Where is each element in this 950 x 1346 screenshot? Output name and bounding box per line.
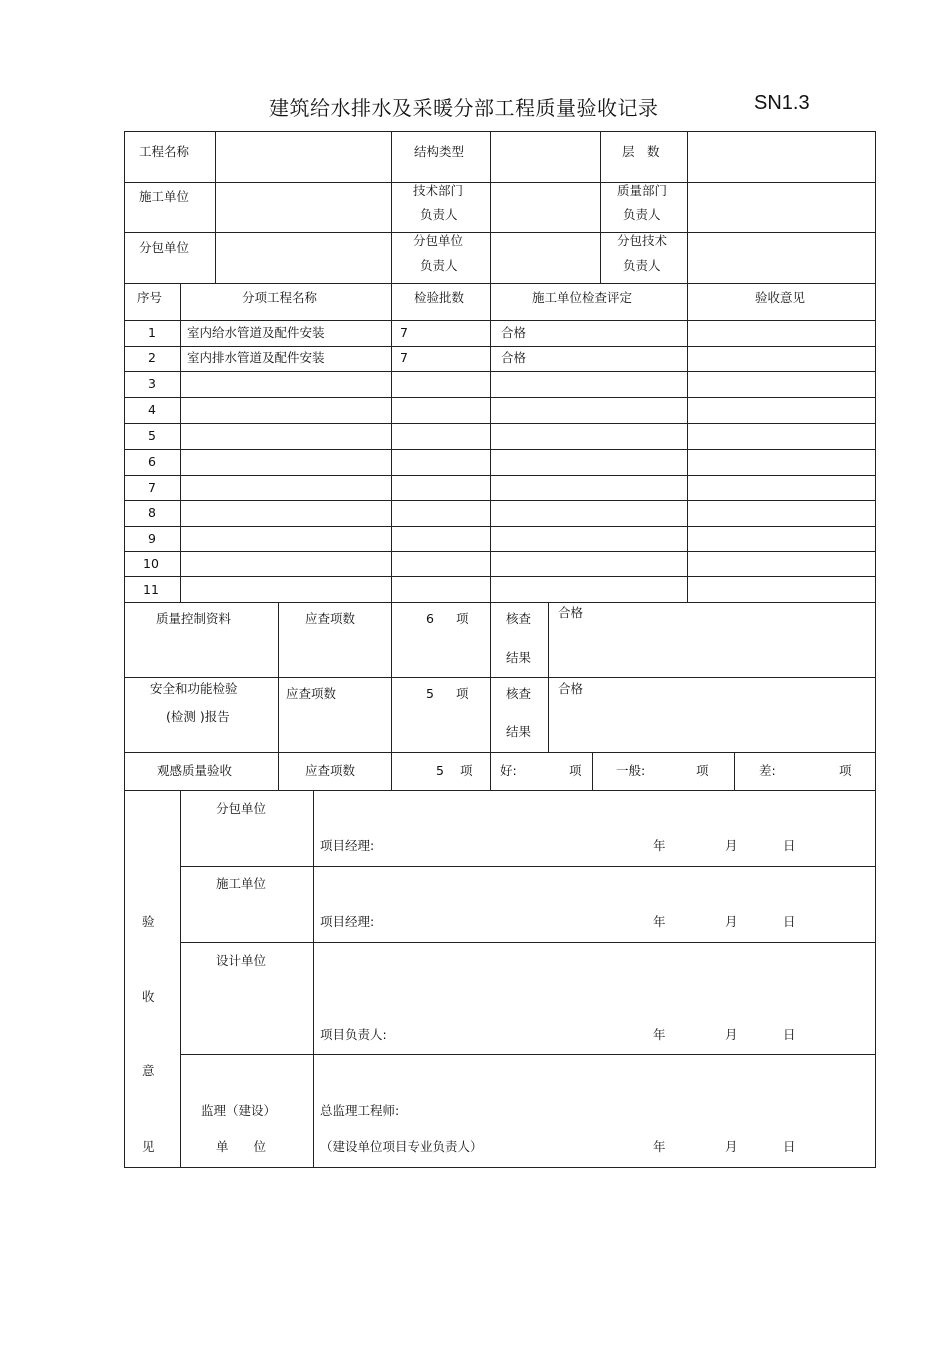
project-name-label: 工程名称 [139, 144, 190, 159]
table-row-no: 6 [148, 454, 156, 469]
table-row-no: 9 [148, 531, 156, 546]
safety-count: 5 [426, 686, 434, 701]
sub-tech-head-label: 分包技术 [617, 233, 668, 248]
row-line [124, 602, 876, 603]
row-line [124, 371, 876, 372]
document-code: SN1.3 [754, 92, 810, 114]
table-row-no: 7 [148, 480, 156, 495]
sub-unit-label: 分包单位 [216, 801, 267, 816]
sub-unit-head-label: 负责人 [420, 258, 458, 273]
supervision-unit-label: 监理（建设） [201, 1103, 277, 1118]
table-row-no: 4 [148, 402, 156, 417]
table-row-no: 3 [148, 376, 156, 391]
col-line [278, 602, 279, 790]
table-row-name: 室内给水管道及配件安装 [187, 325, 325, 340]
acceptance-side-char: 验 [142, 914, 155, 929]
appearance-unit: 项 [460, 763, 473, 778]
appearance-label: 观感质量验收 [157, 763, 233, 778]
quality-control-check-label: 核查 [506, 611, 532, 626]
quality-control-label: 质量控制资料 [156, 611, 232, 626]
date-day: 日 [783, 1139, 796, 1154]
table-row-eval: 合格 [501, 325, 527, 340]
table-row-eval: 合格 [501, 350, 527, 365]
sub-unit-head-label: 分包单位 [413, 233, 464, 248]
date-day: 日 [783, 838, 796, 853]
floors-value[interactable] [690, 134, 873, 180]
chief-supervisor-signer: 总监理工程师: [320, 1103, 400, 1118]
quality-dept-label: 负责人 [623, 207, 661, 222]
acceptance-record-form [124, 131, 876, 1168]
table-row-no: 10 [143, 556, 159, 571]
col-line [734, 752, 735, 790]
sub-unit-signer: 项目经理: [320, 838, 375, 853]
row-line [124, 182, 876, 183]
column-header: 施工单位检查评定 [532, 290, 633, 305]
col-line [490, 602, 491, 790]
row-line [124, 423, 876, 424]
col-line [313, 790, 314, 1168]
appearance-normal-label: 一般: [616, 763, 646, 778]
safety-check-label: 结果 [506, 724, 532, 739]
construction-unit-signer: 项目经理: [320, 914, 375, 929]
row-line [124, 320, 876, 321]
row-line [124, 752, 876, 753]
table-row-no: 5 [148, 428, 156, 443]
column-header: 验收意见 [755, 290, 806, 305]
row-line [124, 283, 876, 284]
appearance-poor-label: 差: [759, 763, 776, 778]
supervision-unit-label: 单 位 [216, 1139, 267, 1154]
row-line [124, 397, 876, 398]
column-header: 序号 [137, 290, 163, 305]
owner-project-lead-signer: （建设单位项目专业负责人） [320, 1139, 483, 1154]
col-line [548, 602, 549, 752]
date-day: 日 [783, 914, 796, 929]
sub-tech-head-label: 负责人 [623, 258, 661, 273]
row-line [124, 576, 876, 577]
quality-control-check-label: 结果 [506, 650, 532, 665]
row-line [180, 942, 876, 943]
project-name-value[interactable] [218, 134, 388, 180]
construction-unit-label: 施工单位 [139, 189, 190, 204]
col-line [592, 752, 593, 790]
row-line [124, 449, 876, 450]
design-unit-signer: 项目负责人: [320, 1027, 387, 1042]
column-header: 分项工程名称 [242, 290, 318, 305]
row-line [124, 475, 876, 476]
quality-control-count-label: 应查项数 [305, 611, 356, 626]
tech-dept-label: 负责人 [420, 207, 458, 222]
quality-control-count: 6 [426, 611, 434, 626]
col-line [180, 790, 181, 1168]
date-year: 年 [653, 1139, 666, 1154]
acceptance-side-char: 收 [142, 989, 155, 1004]
safety-count-label: 应查项数 [286, 686, 337, 701]
table-row-batches: 7 [400, 350, 408, 365]
design-unit-label: 设计单位 [216, 953, 267, 968]
appearance-poor-unit: 项 [839, 763, 852, 778]
row-line [124, 346, 876, 347]
construction-unit-sign-label: 施工单位 [216, 876, 267, 891]
table-row-no: 2 [148, 350, 156, 365]
date-year: 年 [653, 1027, 666, 1042]
row-line [124, 500, 876, 501]
col-line [490, 131, 491, 602]
table-row-no: 1 [148, 325, 156, 340]
date-month: 月 [725, 1139, 738, 1154]
row-line [124, 526, 876, 527]
appearance-normal-unit: 项 [696, 763, 709, 778]
quality-control-unit: 项 [456, 611, 469, 626]
structure-type-value[interactable] [493, 134, 597, 180]
tech-dept-label: 技术部门 [413, 183, 464, 198]
table-row-batches: 7 [400, 325, 408, 340]
col-line [180, 283, 181, 602]
appearance-count-label: 应查项数 [305, 763, 356, 778]
document-title: 建筑给水排水及采暖分部工程质量验收记录 [269, 96, 659, 120]
subcontract-unit-label: 分包单位 [139, 240, 190, 255]
safety-label: (检测 )报告 [166, 709, 230, 724]
safety-result: 合格 [558, 681, 584, 696]
date-year: 年 [653, 914, 666, 929]
row-line [124, 677, 876, 678]
row-line [124, 232, 876, 233]
row-line [124, 790, 876, 791]
acceptance-side-char: 见 [142, 1139, 155, 1154]
row-line [180, 1054, 876, 1055]
safety-label: 安全和功能检验 [150, 681, 238, 696]
floors-label: 层 数 [622, 144, 660, 159]
appearance-good-label: 好: [500, 763, 517, 778]
date-month: 月 [725, 838, 738, 853]
table-row-name: 室内排水管道及配件安装 [187, 350, 325, 365]
acceptance-side-char: 意 [142, 1063, 155, 1078]
col-line [687, 131, 688, 602]
col-line [600, 131, 601, 283]
col-line [215, 131, 216, 283]
appearance-count: 5 [436, 763, 444, 778]
appearance-good-unit: 项 [569, 763, 582, 778]
date-month: 月 [725, 1027, 738, 1042]
row-line [124, 551, 876, 552]
safety-check-label: 核查 [506, 686, 532, 701]
table-row-no: 11 [143, 582, 159, 597]
structure-type-label: 结构类型 [414, 144, 465, 159]
date-month: 月 [725, 914, 738, 929]
safety-unit: 项 [456, 686, 469, 701]
col-line [391, 131, 392, 602]
date-year: 年 [653, 838, 666, 853]
quality-dept-label: 质量部门 [617, 183, 668, 198]
quality-control-result: 合格 [558, 605, 584, 620]
table-row-no: 8 [148, 505, 156, 520]
date-day: 日 [783, 1027, 796, 1042]
row-line [180, 866, 876, 867]
col-line [391, 602, 392, 790]
column-header: 检验批数 [414, 290, 465, 305]
